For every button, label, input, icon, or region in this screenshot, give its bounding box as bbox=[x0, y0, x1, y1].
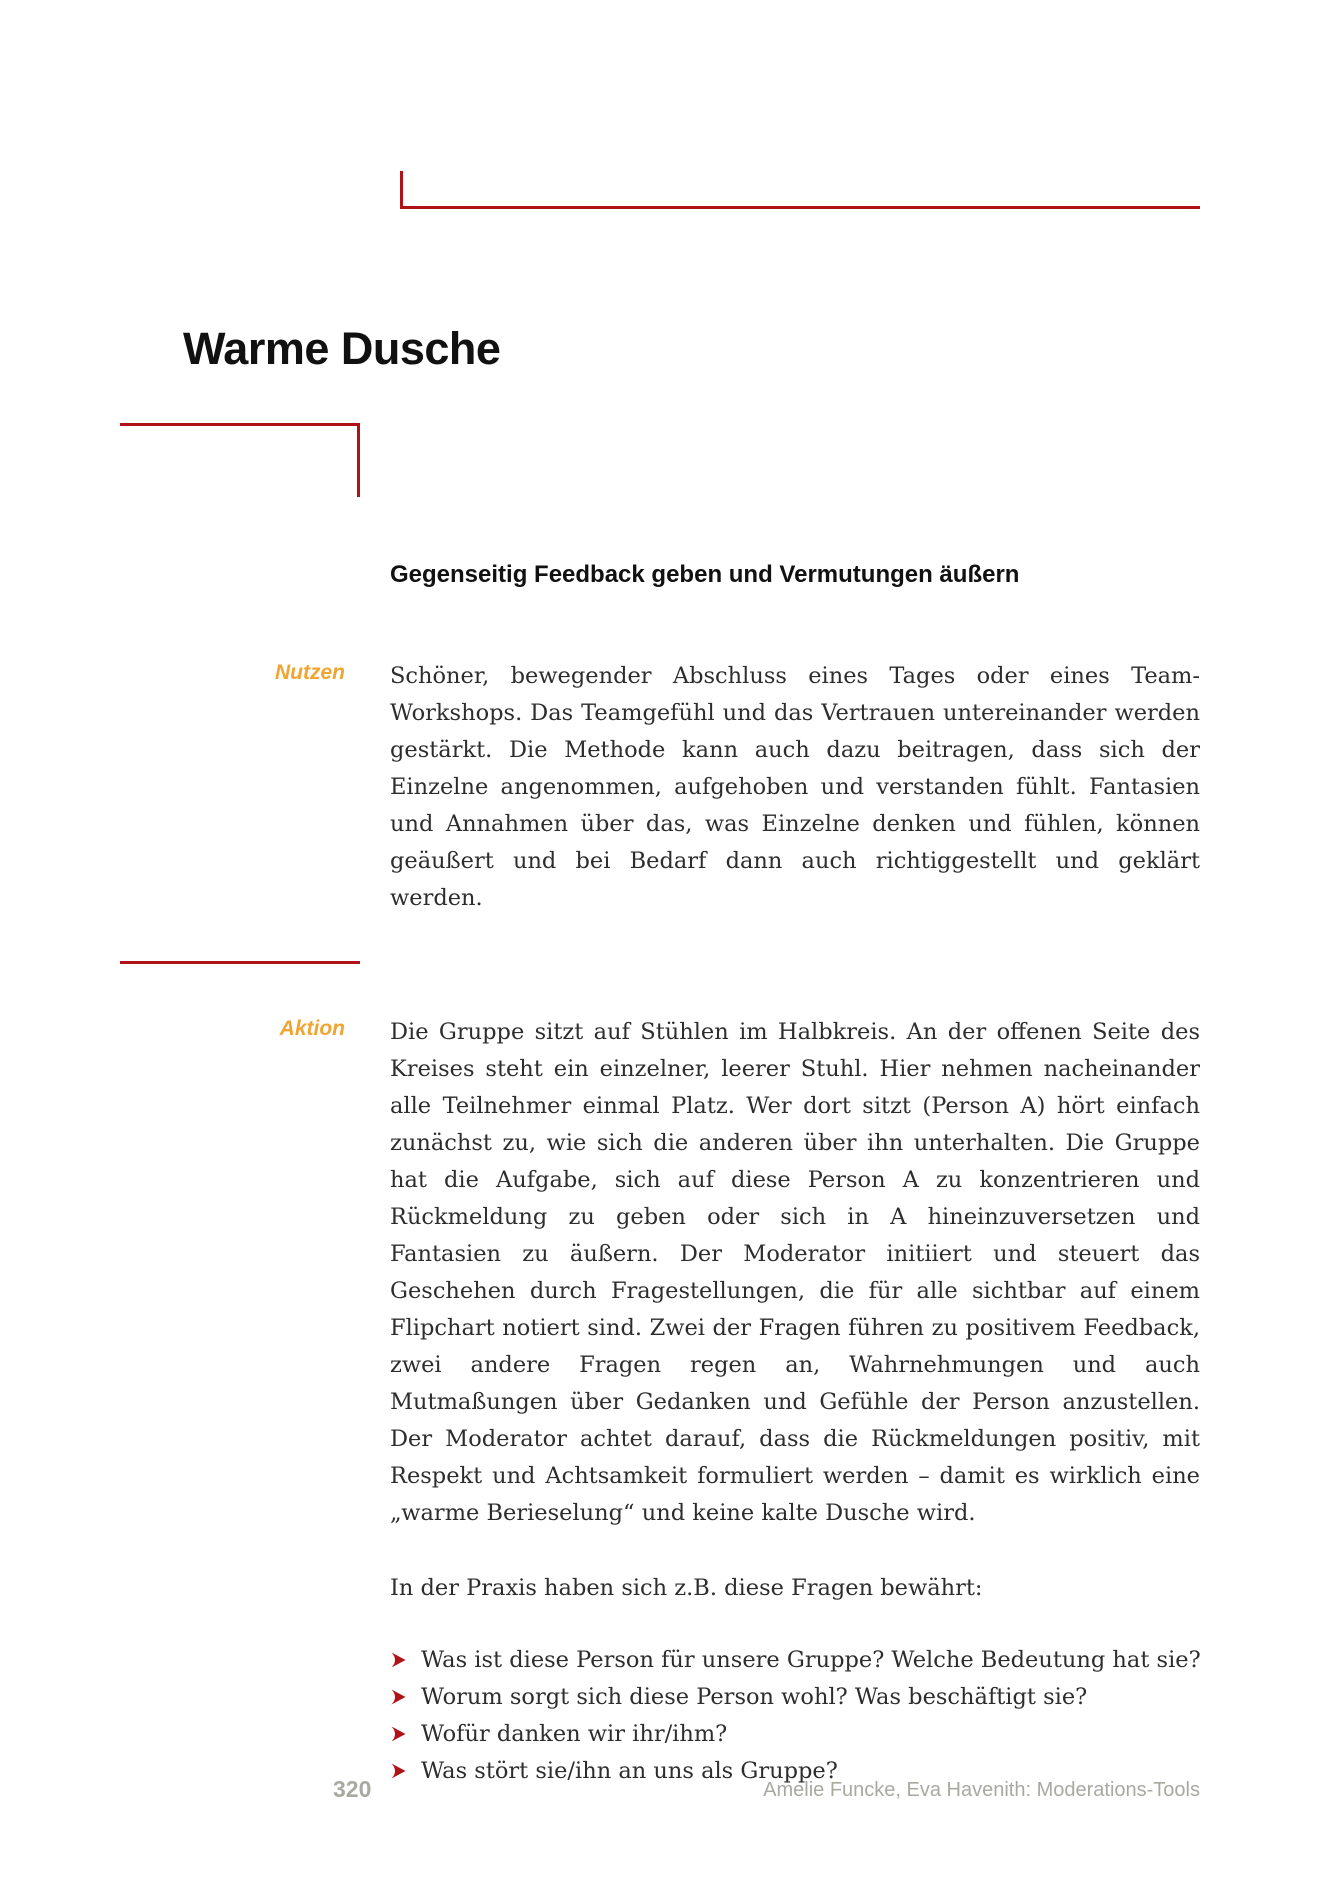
corner-rule-vertical bbox=[357, 423, 360, 497]
section-aktion bbox=[279, 1014, 1200, 1532]
page-title: Warme Dusche bbox=[183, 323, 501, 375]
section-label-aktion: Aktion bbox=[279, 1017, 345, 1040]
question-item bbox=[390, 1679, 1200, 1716]
question-item bbox=[390, 1716, 1200, 1753]
section-label-nutzen: Nutzen bbox=[275, 661, 345, 684]
question-list bbox=[390, 1642, 1200, 1790]
section-text-aktion: Die Gruppe sitzt auf Stühlen im Halbkreis. An der offenen Seite des Kreises steht ein einzelner, leerer Stuhl. Hier nehmen nacheinander alle Teilnehmer einmal Platz. Wer dort sitzt (Person A) hört einfach zunächst zu, wie sich die anderen über ihn unterhalten. Die Gruppe hat die Aufgabe, sich auf diese Person A zu konzentrieren und Rückmeldung zu geben oder sich in A hineinzuversetzen und Fantasien zu äußern. Der Moderator initiiert und steuert das Geschehen durch Fragestellungen, die für alle sichtbar auf einem Flipchart notiert sind. Zwei der Fragen führen zu positivem Feedback, zwei andere Fragen regen an, Wahrnehmungen und auch Mutmaßungen über Gedanken und Gefühle der Person anzustellen. Der Moderator achtet darauf, dass die Rückmeldungen positiv, mit Respekt und Achtsamkeit formuliert werden – damit es wirklich eine „warme Berieselung“ und keine kalte Dusche wird. bbox=[390, 1019, 1200, 1526]
bullet-arrow-icon bbox=[390, 1763, 406, 1779]
question-text: Was ist diese Person für unsere Gruppe? Welche Bedeutung hat sie? bbox=[421, 1647, 1201, 1673]
section-text-nutzen: Schöner, bewegender Abschluss eines Tages oder eines Team-Workshops. Das Teamgefühl und das Vertrauen untereinander werden gestärkt. Die Methode kann auch dazu beitragen, dass sich der Einzelne angenommen, aufgehoben und verstanden fühlt. Fantasien und Annahmen über das, was Einzelne denken und fühlen, können geäußert und bei Bedarf dann auch richtiggestellt und geklärt werden. bbox=[390, 663, 1200, 911]
question-item bbox=[390, 1642, 1200, 1679]
question-text: Was stört sie/ihn an uns als Gruppe? bbox=[421, 1758, 838, 1784]
corner-rule-horizontal bbox=[120, 423, 360, 426]
bullet-arrow-icon bbox=[390, 1689, 406, 1705]
top-rule bbox=[400, 206, 1200, 209]
question-text: Worum sorgt sich diese Person wohl? Was beschäftigt sie? bbox=[421, 1684, 1088, 1710]
footer-page-number: 320 bbox=[333, 1776, 372, 1802]
bullet-arrow-icon bbox=[390, 1652, 406, 1668]
section-divider-rule bbox=[120, 961, 360, 964]
questions-intro: In der Praxis haben sich z.B. diese Fragen bewährt: bbox=[390, 1575, 983, 1601]
top-rule-tick bbox=[400, 171, 403, 209]
page-subtitle: Gegenseitig Feedback geben und Vermutungen äußern bbox=[390, 560, 1020, 588]
section-nutzen bbox=[275, 658, 1200, 917]
bullet-arrow-icon bbox=[390, 1726, 406, 1742]
footer-credit: Amelie Funcke, Eva Havenith: Moderations-Tools bbox=[763, 1779, 1200, 1801]
question-text: Wofür danken wir ihr/ihm? bbox=[421, 1721, 728, 1747]
